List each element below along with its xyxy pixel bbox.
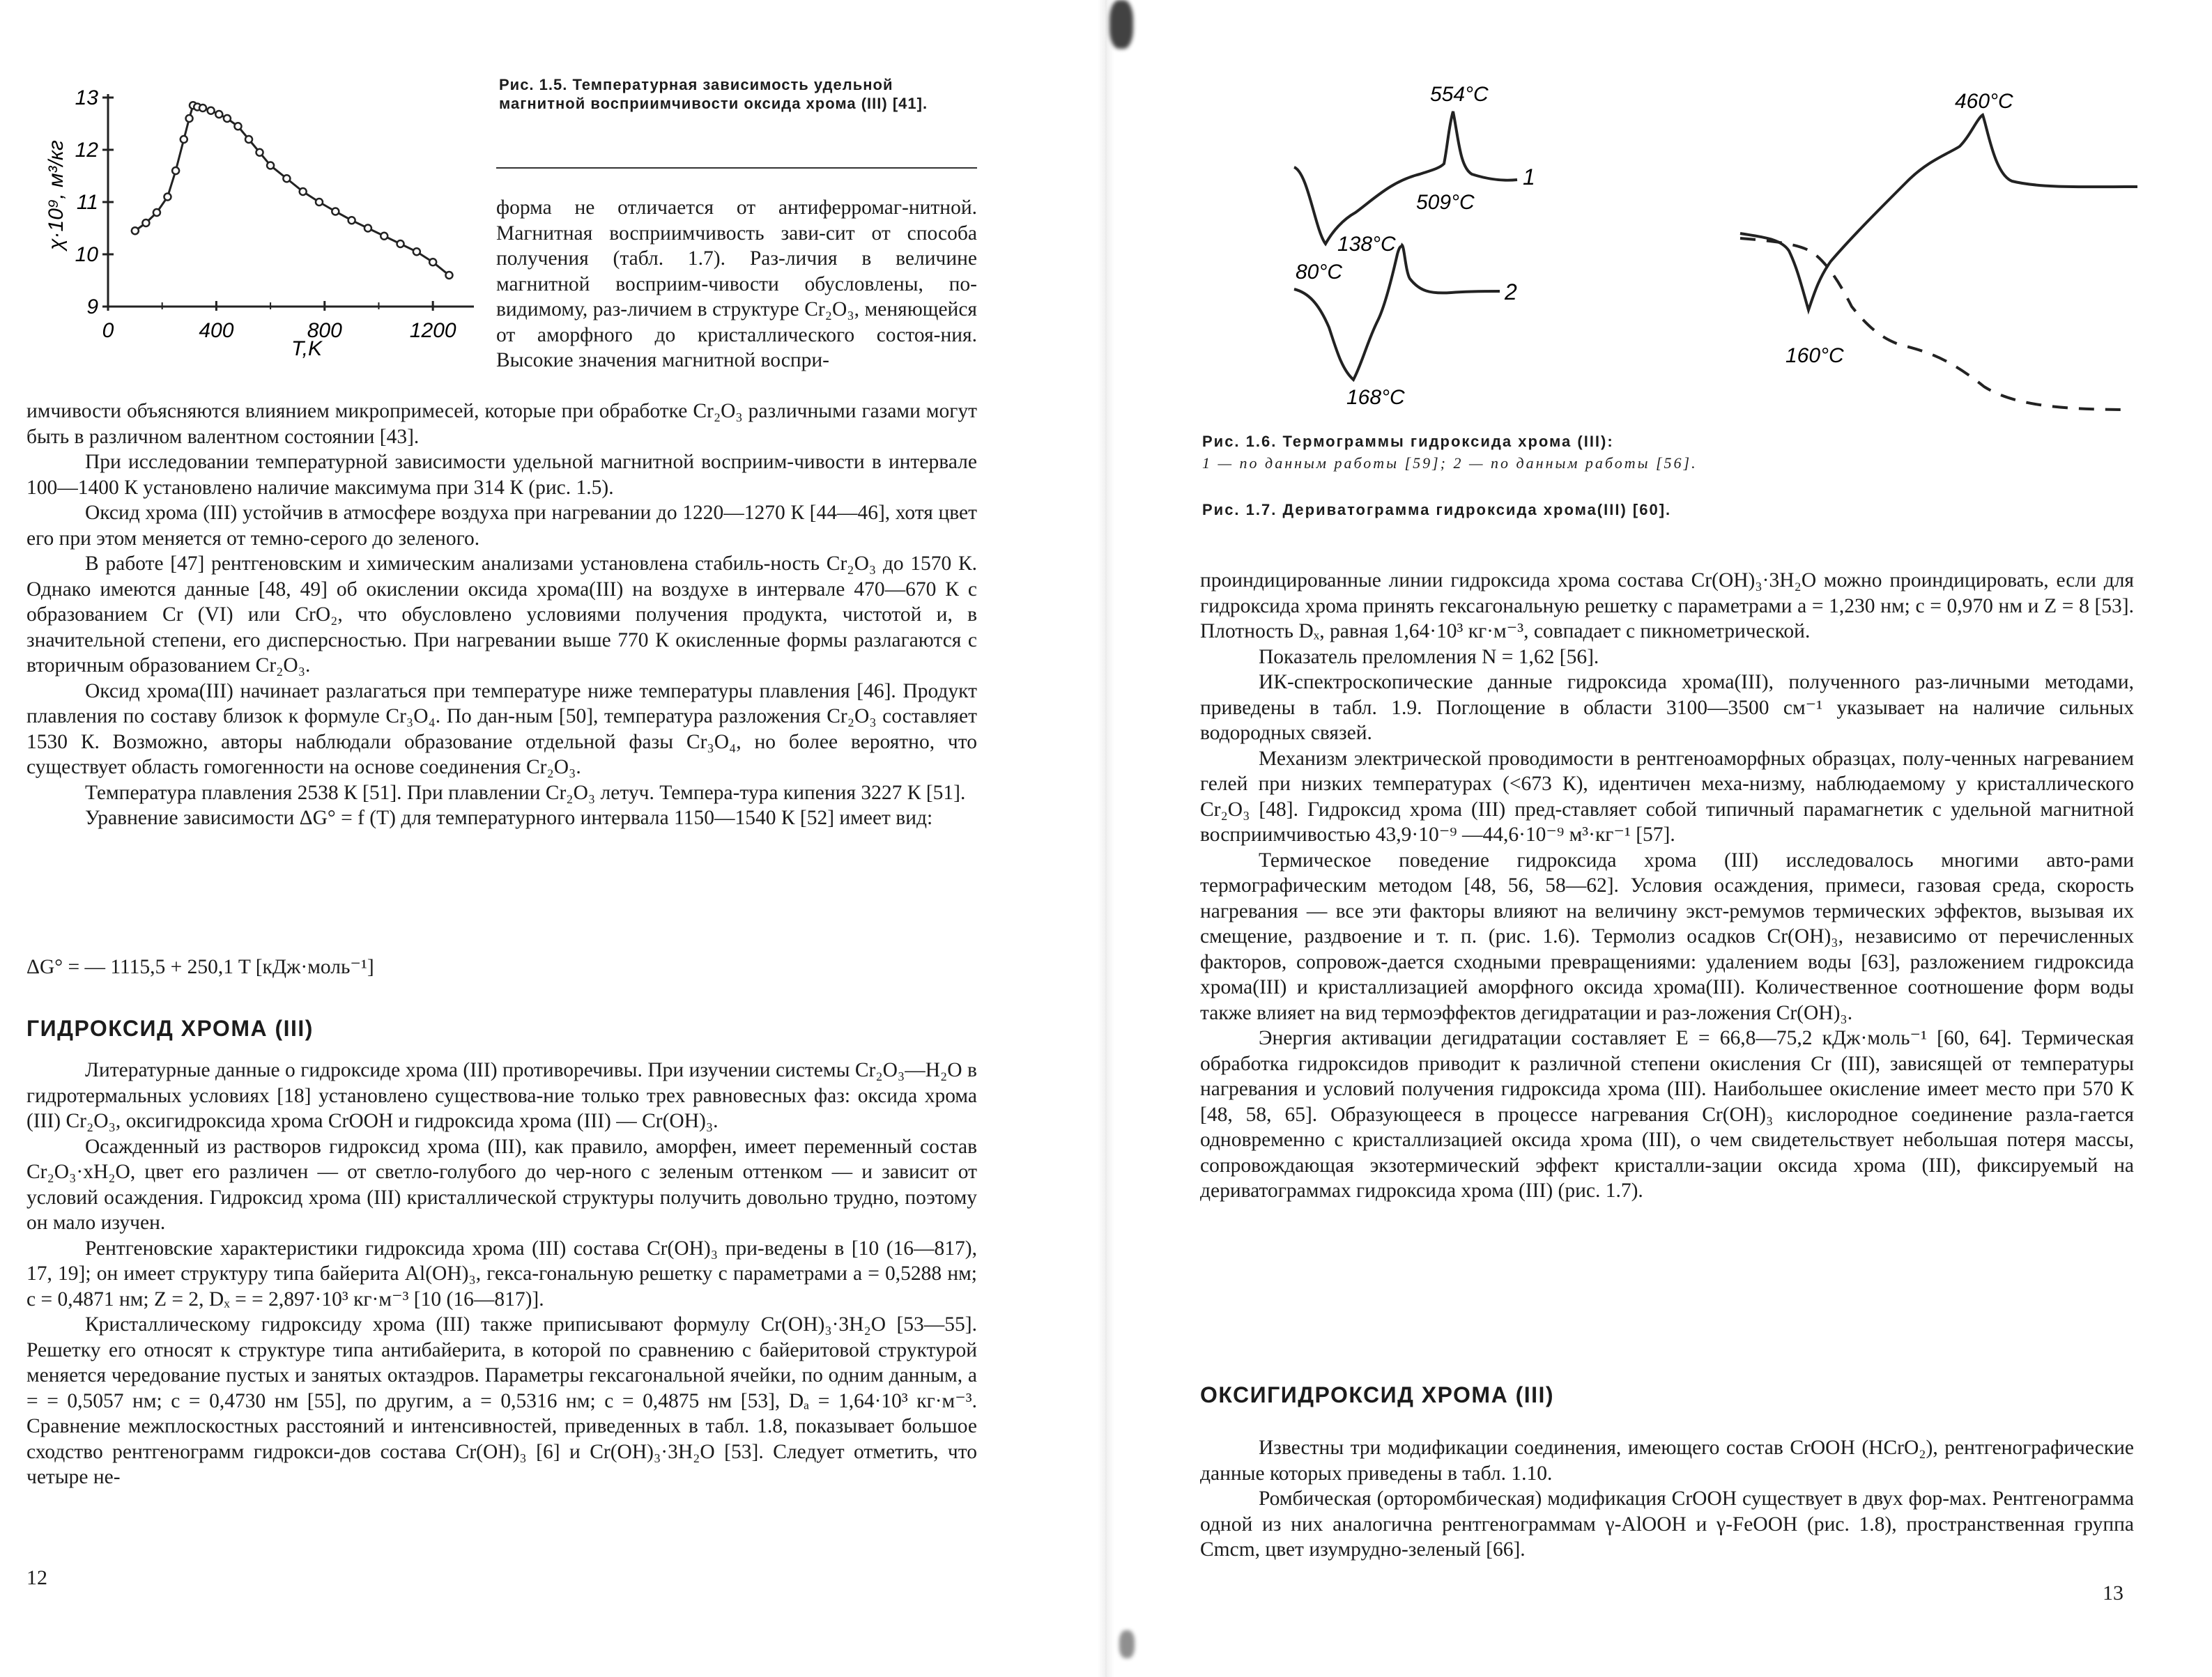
paragraph: Оксид хрома(III) начинает разлагаться при температуре ниже температуры плавления [46]. Продукт плавления по составу близок к формуле Cr₃O₄. По дан-ным [50], температура разложения Cr₂O₃ составляет 1530 К. Возможно, авторы наблюдали образование отдельной фазы Cr₃O₄, но более вероятно, что существует область гомогенности на основе соединения Cr₂O₃. — [26, 679, 977, 778]
right-page — [1106, 0, 2212, 1677]
gibbs-formula: ΔG° = — 1115,5 + 250,1 T [кДж·моль⁻¹] — [26, 956, 374, 978]
data-point — [181, 136, 187, 143]
y-tick-label: 12 — [75, 139, 98, 162]
x-tick-label: 1200 — [409, 319, 456, 342]
data-point — [429, 258, 436, 265]
page-number: 13 — [2103, 1582, 2123, 1605]
paragraph: Кристаллическому гидроксиду хрома (III) также приписывают формулу Cr(OH)₃·3H₂O [53—55]. Решетку его относят к структуре типа антибайерита, в которой по сравнению с байеритовой структурой меняется чередование пустых и занятых октаэдров. Параметры гексагональной ячейки, по одним данным, a = = 0,5057 нм; c = 0,4730 нм [55], по другим, a = 0,5316 нм; c = 0,4875 нм [53], Dₐ = 1,64·10³ кг·м⁻³. Сравнение межплоскостных расстояний и интенсивностей, приведенных в табл. 1.8, показывает большое сходство рентгенограмм гидрокси-дов состава Cr(OH)₃ [6] и Cr(OH)₃·3H₂O [53]. Следует отметить, что четыре не- — [26, 1313, 977, 1488]
data-point — [234, 123, 241, 130]
data-point — [199, 105, 206, 111]
figure-1-7-derivatogram — [1719, 77, 2165, 425]
right-body-text — [1200, 568, 2134, 1204]
y-tick-label: 13 — [75, 86, 98, 109]
data-point — [208, 107, 215, 114]
x-axis-label: T,K — [291, 337, 322, 360]
figure-1-5-caption: Рис. 1.5. Температурная зависимость удельной магнитной восприимчивости оксида хрома (III) [41]. — [499, 76, 928, 112]
figure-1-7-caption: Рис. 1.7. Дериватограмма гидроксида хрома(III) [60]. — [1202, 501, 1672, 518]
data-point — [445, 272, 452, 279]
data-point — [245, 136, 252, 143]
peak-label: 160°C — [1785, 344, 1844, 367]
data-point — [267, 162, 274, 169]
x-tick-label: 400 — [199, 319, 234, 342]
y-axis-label: χ·10⁹, м³/кг — [45, 140, 68, 250]
tg-curve — [1740, 238, 2130, 410]
paragraph: форма не отличается от антиферромаг-нитной. Магнитная восприимчивость зави-сит от способа получения (табл. 1.7). Раз-личия в величине магнитной восприим-чивости обусловлены, по-видимому, раз-личием в структуре Cr₂O₃, меняющейся от аморфного до кристаллического состоя-ния. Высокие значения магнитной воспри- — [496, 196, 977, 371]
paragraph: Осажденный из растворов гидроксид хрома (III), как правило, аморфен, имеет переменный состав Cr₂O₃·xH₂O, цвет его различен — от светло-голубого до чер-ного с зеленым оттенком — и зависит от условий осаждения. Гидроксид хрома (III) кристаллической структуры получить довольно трудно, поэтому он мало изучен. — [26, 1135, 977, 1234]
paragraph: Энергия активации дегидратации составляет E = 66,8—75,2 кДж·моль⁻¹ [60, 64]. Термическая обработка гидроксидов приводит к различной степени окисления Cr (III), зависящей от температуры нагревания и условий получения гидроксида хрома (III). Наибольшее окисление имеет место при 570 К [48, 58, 65]. Образующееся в процессе нагревания Cr(OH)₃ кислородное соединение разла-гается одновременно с кристаллизацией оксида хрома (III), о чем свидетельствует небольшая потеря массы, сопровождающая экзотермический эффект кристалли-зации оксида хрома (III), фиксируемый на дериватограммах гидроксида хрома (III) (рис. 1.7). — [1200, 1027, 2134, 1202]
paragraph: Уравнение зависимости ΔG° = f (T) для температурного интервала 1150—1540 К [52] имеет вид: — [85, 807, 933, 829]
data-point — [132, 227, 139, 234]
y-tick-label: 11 — [76, 191, 98, 214]
dta-curve — [1740, 115, 2137, 310]
peak-label: 554°C — [1430, 83, 1489, 106]
paragraph: Ромбическая (орторомбическая) модификация CrOOH существует в двух фор-мах. Рентгенограмма одной из них аналогична рентгенограммам γ-AlOOH и γ-FeOOH (рис. 1.8), пространственная группа Cmcm, цвет изумрудно-зеленый [66]. — [1200, 1487, 2134, 1561]
curve-number: 1 — [1523, 164, 1535, 190]
paragraph: проиндицированные линии гидроксида хрома состава Cr(OH)₃·3H₂O можно проиндицировать, если для гидроксида хрома принять гексагональную решетку с параметрами a = 1,230 нм; c = 0,970 нм и Z = 8 [53]. Плотность Dₓ, равная 1,64·10³ кг·м⁻³, совпадает с пикнометрической. — [1200, 569, 2134, 642]
paragraph: В работе [47] рентгеновским и химическим анализами установлена стабиль-ность Cr₂O₃ до 1570 К. Однако имеются данные [48, 49] об окислении оксида хрома(III) на воздухе в интервале 470—670 К с образованием Cr (VI) или CrO₂, что обусловлено условиями получения продукта, чистотой и, в значительной степени, его дисперсностью. При нагревании выше 770 К окисленные формы разлагаются с вторичным образованием Cr₂O₃. — [26, 552, 977, 677]
data-point — [153, 209, 160, 216]
caption-rule — [496, 167, 977, 169]
series-line — [135, 105, 450, 275]
paragraph: Оксид хрома (III) устойчив в атмосфере воздуха при нагревании до 1220—1270 К [44—46], хотя цвет его при этом меняется от темно-серого до зеленого. — [26, 502, 977, 550]
data-point — [381, 233, 387, 240]
paragraph: Температура плавления 2538 К [51]. При плавлении Cr₂O₃ летуч. Темпера-тура кипения 3227 К [51]. — [85, 781, 966, 804]
peak-label: 138°C — [1337, 233, 1396, 256]
text-beside-figure — [496, 195, 977, 373]
paragraph: Известны три модификации соединения, имеющего состав CrOOH (HCrO₂), рентгенографические данные которых приведены в табл. 1.10. — [1200, 1437, 2134, 1485]
paragraph: Механизм электрической проводимости в рентгеноаморфных образцах, полу-ченных нагреванием гелей при низких температурах (<673 К), идентичен меха-низму, наблюдаемому у кристаллического Cr₂O₃ [48]. Гидроксид хрома (III) пред-ставляет собой типичный парамагнетик с удельной магнитной восприимчивостью 43,9·10⁻⁹ —44,6·10⁻⁹ м³·кг⁻¹ [57]. — [1200, 747, 2134, 846]
data-point — [413, 248, 420, 255]
page-number: 12 — [26, 1566, 47, 1589]
paragraph: Показатель преломления N = 1,62 [56]. — [1259, 645, 1599, 668]
right-body-text-2 — [1200, 1435, 2134, 1563]
paragraph: ИК-спектроскопические данные гидроксида хрома(III), полученного раз-личными методами, приведены в табл. 1.9. Поглощение в области 3100—3500 см⁻¹ указывает на наличие сильных водородных связей. — [1200, 671, 2134, 744]
peak-label: 168°C — [1346, 386, 1405, 409]
section-heading: ГИДРОКСИД ХРОМА (III) — [26, 1016, 314, 1041]
x-tick-label: 800 — [307, 319, 342, 342]
data-point — [348, 217, 355, 224]
data-point — [397, 240, 404, 247]
data-point — [172, 167, 179, 174]
y-tick-label: 9 — [86, 295, 98, 318]
data-point — [164, 194, 171, 201]
y-tick-label: 10 — [75, 243, 98, 266]
x-tick-label: 0 — [102, 319, 114, 342]
data-point — [186, 115, 193, 122]
paragraph: Термическое поведение гидроксида хрома (III) исследовалось многими авто-рами термографическим методом [48, 56, 58—62]. Условия осаждения, примеси, газовая среда, скорость нагревания — все эти факторы влияют на величину экст-ремумов термических эффектов, вызывая их смещение, раздвоение и т. п. (рис. 1.6). Термолиз осадков Cr(OH)₃, независимо от перечисленных факторов, сопровож-дается сходными превращениями: удалением воды [63], разложением гидроксида хрома(III) и кристаллизацией аморфного оксида хрома(III). Количественное соотношение форм воды также влияет на вид термоэффектов дегидратации и раз-ложения Cr(OH)₃. — [1200, 849, 2134, 1024]
data-point — [215, 111, 222, 118]
curve-number: 2 — [1505, 279, 1517, 304]
data-point — [364, 225, 371, 232]
peak-label: 509°C — [1416, 191, 1475, 214]
paragraph: При исследовании температурной зависимости удельной магнитной восприим-чивости в интервале 100—1400 К установлено наличие максимума при 314 К (рис. 1.5). — [26, 451, 977, 499]
peak-label: 80°C — [1296, 261, 1343, 284]
peak-label: 460°C — [1955, 90, 2013, 113]
data-point — [256, 149, 263, 156]
data-point — [316, 199, 323, 206]
figure-1-6-caption: Рис. 1.6. Термограммы гидроксида хрома (III): — [1202, 433, 1614, 450]
figure-1-6-thermograms — [1280, 70, 1643, 425]
section-heading: ОКСИГИДРОКСИД ХРОМА (III) — [1200, 1382, 1555, 1407]
thermogram-curve-1 — [1294, 111, 1517, 244]
data-point — [283, 175, 290, 182]
paragraph: Рентгеновские характеристики гидроксида хрома (III) состава Cr(OH)₃ при-ведены в [10 (16—817), 17, 19]; он имеет структуру типа байерита Al(OH)₃, гекса-гональную решетку с параметрами a = 0,5288 нм; c = 0,4871 нм; Z = 2, Dₓ = = 2,897·10³ кг·м⁻³ [10 (16—817)]. — [26, 1237, 977, 1311]
data-point — [332, 208, 339, 215]
data-point — [300, 188, 307, 195]
data-point — [224, 115, 231, 122]
left-body-text — [26, 399, 977, 831]
data-point — [142, 219, 149, 226]
figure-1-6-legend: 1 — по данным работы [59]; 2 — по данным работы [56]. — [1202, 454, 1698, 472]
figure-1-5-chart — [28, 77, 474, 369]
paragraph: имчивости объясняются влиянием микропримесей, которые при обработке Cr₂O₃ различными газами могут быть в различном валентном состоянии [43]. — [26, 400, 977, 448]
left-body-text-2 — [26, 1058, 977, 1490]
paragraph: Литературные данные о гидроксиде хрома (III) противоречивы. При изучении системы Cr₂O₃—H₂O в гидротермальных условиях [18] установлено существова-ние только трех равновесных фаз: оксида хрома (III) Cr₂O₃, оксигидроксида хрома CrOOH и гидроксида хрома (III) — Cr(OH)₃. — [26, 1059, 977, 1132]
